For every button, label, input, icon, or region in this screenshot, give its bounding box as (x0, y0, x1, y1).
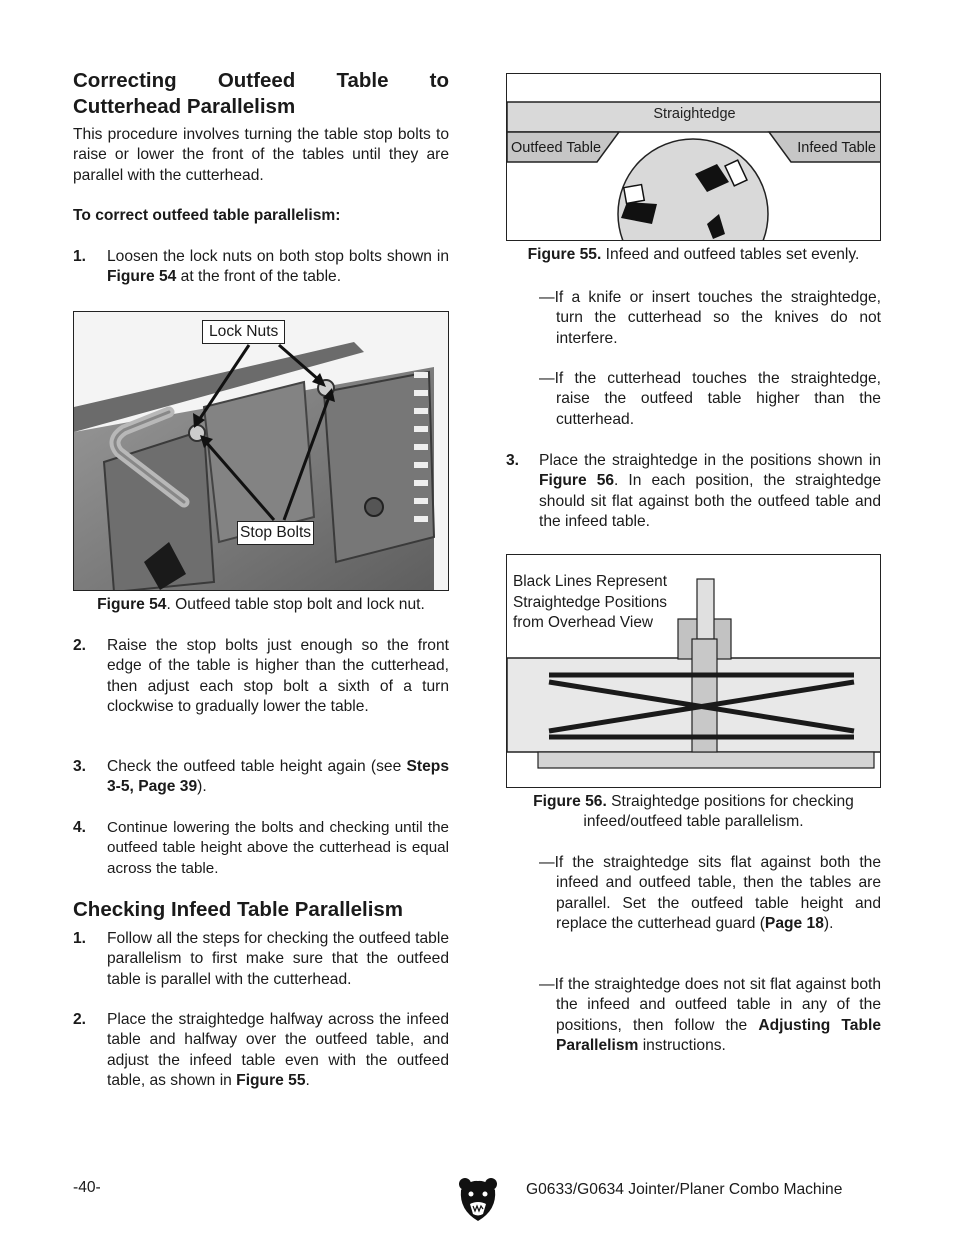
figure-reference: Figure 56 (539, 472, 615, 490)
stop-bolt-illustration (74, 312, 449, 591)
note-text-part: instructions. (638, 1036, 726, 1054)
infeed-table-label: Infeed Table (797, 140, 876, 156)
figure-55-caption (506, 245, 881, 265)
note-text-part: —If the straightedge sits flat against both the infeed and outfeed table, then the tables are parallel. Set the outfeed table height and replace the cutterhead guard ( (539, 854, 881, 932)
note-straightedge-flat (539, 853, 881, 934)
footer-title: G0633/G0634 Jointer/Planer Combo Machine (526, 1181, 843, 1198)
step-number: 2. (73, 637, 87, 654)
caption-text: Straightedge positions for checking (606, 793, 854, 810)
step-number: 3. (506, 452, 520, 469)
page-reference: Page 18 (764, 914, 824, 932)
figure-56-diagram (506, 554, 881, 788)
outfeed-table-label: Outfeed Table (511, 140, 602, 156)
caption-label: Figure 55. (527, 246, 602, 263)
note-text-part: —If the straightedge does not sit flat against both the infeed and outfeed table in any of the positions, then follow the (539, 976, 881, 1034)
figure-56-legend (513, 572, 667, 634)
intro-paragraph: This procedure involves turning the table stop bolts to raise or lower the front of the tables until they are parallel with the cutterhead. (73, 126, 449, 184)
caption-label: Figure 54 (97, 596, 167, 613)
step-text (107, 247, 449, 288)
subheading-outfeed: To correct outfeed table parallelism: (73, 207, 341, 224)
grizzly-bear-logo-icon (457, 1176, 499, 1222)
step-text-part: at the front of the table. (176, 268, 342, 286)
step-text (107, 757, 449, 798)
step-text-part: . In each position, the straightedge should sit flat against both the outfeed table and the infeed table. (539, 472, 882, 530)
legend-line: from Overhead View (513, 614, 654, 631)
straightedge-label: Straightedge (653, 106, 736, 122)
caption-label: Figure 56. (533, 793, 607, 810)
step-text (107, 1010, 449, 1091)
step-number: 3. (73, 758, 87, 775)
heading-outfeed: Correcting Outfeed Table to Cutterhead Parallelism (73, 69, 449, 118)
figure-54-caption (73, 595, 449, 615)
legend-line: Black Lines Represent (513, 573, 667, 590)
heading-infeed: Checking Infeed Table Parallelism (73, 898, 404, 921)
step-text-part: Place the straightedge in the positions shown in (539, 452, 881, 469)
step-text-part: Loosen the lock nuts on both stop bolts shown in (107, 248, 449, 265)
step-text: Continue lowering the bolts and checking until the outfeed table height above the cutterhead is equal across the table. (107, 819, 449, 877)
figure-56-caption (506, 792, 881, 833)
section-reference: Adjusting Table Parallelism (556, 1016, 882, 1054)
caption-text: . Outfeed table stop bolt and lock nut. (166, 596, 425, 613)
lock-nuts-label: Lock Nuts (202, 320, 285, 344)
legend-line: Straightedge Positions (513, 593, 668, 611)
note-cutterhead-touch: —If the cutterhead touches the straightedge, raise the outfeed table higher than the cutterhead. (539, 370, 881, 428)
stop-bolts-label: Stop Bolts (237, 521, 314, 545)
figure-reference: Figure 54 (107, 268, 177, 286)
page-reference: Steps 3-5, Page 39 (107, 758, 449, 796)
figure-reference: Figure 55 (236, 1071, 306, 1089)
step-number: 2. (73, 1011, 87, 1028)
note-knife-touch: —If a knife or insert touches the straightedge, turn the cutterhead so the knives do not interfere. (539, 289, 881, 347)
caption-text-line2: infeed/outfeed table parallelism. (583, 813, 804, 831)
step-number: 1. (73, 248, 87, 265)
step-text-part: . (305, 1071, 310, 1089)
step-text: Follow all the steps for checking the outfeed table parallelism to first make sure that the outfeed table is parallel with the cutterhead. (107, 930, 449, 988)
step-text-part: Place the straightedge halfway across the infeed table and halfway over the outfeed table, and adjust the infeed table even with the outfeed table, as shown in (107, 1011, 449, 1089)
step-text: Raise the stop bolts just enough so the front edge of the table is higher than the cutterhead, then adjust each stop bolt a sixth of a turn clockwise to gradually lower the table. (107, 637, 449, 715)
step-text-part: ). (197, 778, 207, 796)
caption-text: Infeed and outfeed tables set evenly. (601, 246, 860, 263)
step-text (539, 451, 881, 532)
figure-55-diagram (506, 73, 881, 241)
note-text-part: ). (823, 914, 834, 932)
page-number: -40- (73, 1179, 101, 1196)
straightedge-diagram (507, 74, 881, 241)
step-text-part: Check the outfeed table height again (see (107, 758, 407, 775)
step-number: 4. (73, 819, 87, 836)
figure-54-photo (73, 311, 449, 591)
note-straightedge-not-flat (539, 975, 881, 1056)
step-number: 1. (73, 930, 87, 947)
